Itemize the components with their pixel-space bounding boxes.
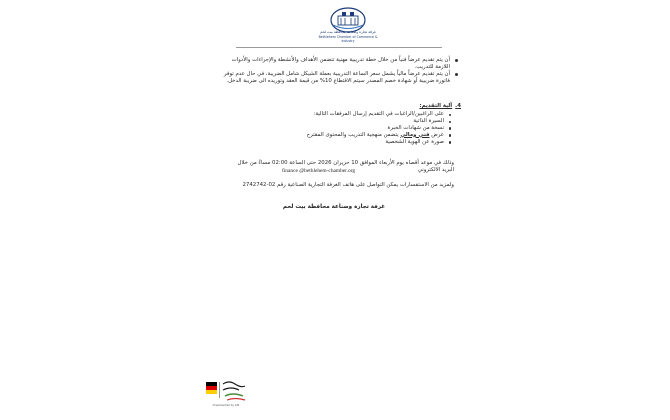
- partner-caption: Implemented by GIZ: [212, 404, 240, 407]
- section-heading: [311, 103, 461, 110]
- email-link[interactable]: finance @bethlehem-chamber.org: [282, 168, 356, 174]
- signature-text: غرفة تجارة وصناعة محافظة بيت لحم: [282, 204, 386, 210]
- requirements-list: [220, 57, 460, 85]
- list-item: نسخة من شهادات الخبرة: [244, 125, 444, 132]
- header-divider: [236, 47, 442, 48]
- logo-english-text: Bethlehem Chamber of Commerce & Industry: [318, 35, 378, 43]
- section-number: 4.: [455, 103, 461, 109]
- list-item: أن يتم تقديم عرضاً فنياً من خلال خطة تدريبية مهنية تتضمن الأهداف والأنشطة والإجراءات والأدوات اللازمة للتدريب.: [220, 57, 450, 71]
- list-item: على الراغبين/الراغبات في التقديم إرسال المرفقات التالية:: [244, 111, 444, 118]
- list-item: السيرة الذاتية: [244, 118, 444, 125]
- contact-text: ولمزيد من الاستفسارات يمكن التواصل على هاتف الغرفة التجارية الصناعية رقم 02-2742742: [242, 182, 454, 188]
- section-title: آلية التقديم:: [419, 103, 453, 109]
- list-item: صورة عن الهوية الشخصية: [244, 139, 444, 146]
- logo-arabic-text: غرفة تجارة وصناعة محافظة بيت لحم: [320, 30, 376, 34]
- partner-logo-icon: [205, 378, 247, 404]
- list-item: عرض فني ومالي يتضمن منهجية التدريب والمحتوى المقترح: [244, 132, 444, 139]
- documents-list: [244, 111, 452, 146]
- deadline-text: وذلك في موعد أقصاه يوم الأربعاء الموافق 10 حزيران 2026 حتى الساعة 02:00 مساءً من خلال البريد الالكتروني: [237, 160, 454, 173]
- list-item: أن يتم تقديم عرضاً مالياً يشمل سعر الساعة التدريبية بعملة الشيكل شامل الضريبة، في حال عدم توفر فاتورة ضريبية أو شهادة خصم المصدر سيتم الاقتطاع 10% من قيمة العقد وتوريده الى ضريبة الدخل.: [220, 71, 450, 85]
